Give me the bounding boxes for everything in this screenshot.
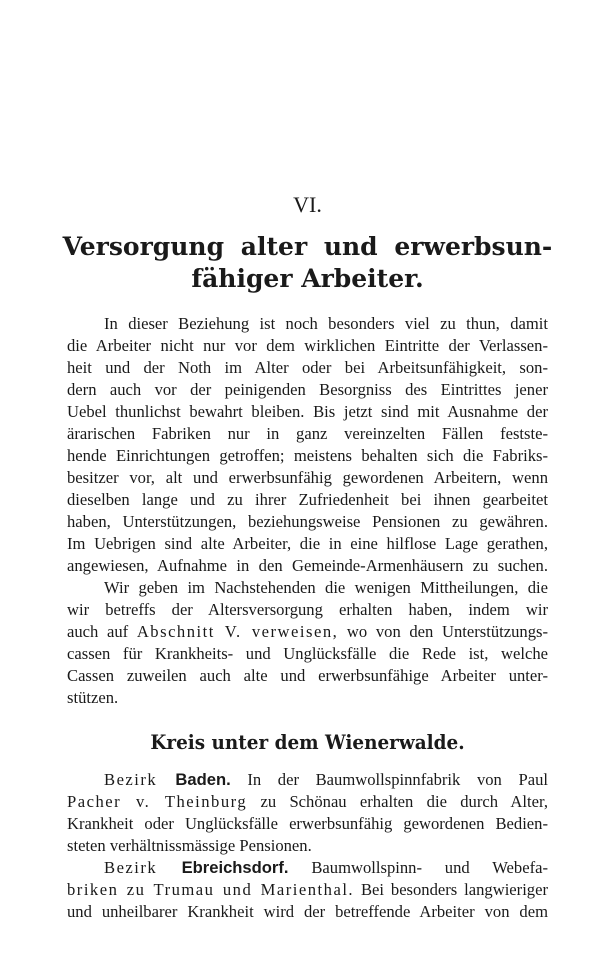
text-line: wir betreffs der Altersversorgung erhalten haben, indem wir [67, 600, 548, 619]
text-line: heit und der Noth im Alter oder bei Arbeitsunfähigkeit, son- [67, 358, 548, 377]
text-line [104, 858, 548, 878]
district-name: Ebreichsdorf. [181, 858, 289, 877]
text-line: steten verhältnissmässige Pensionen. [67, 836, 312, 855]
text-line: In dieser Beziehung ist noch besonders viel zu thun, damit [104, 314, 548, 333]
text-fragment: wo von den Unterstützungs- [338, 622, 548, 641]
text-line: Krankheit oder Unglücksfälle erwerbsunfähig gewordenen Bedien- [67, 814, 548, 833]
text-line [67, 880, 548, 900]
text-fragment: Bezirk [104, 770, 176, 789]
text-fragment: Bei besonders langwieriger [354, 880, 548, 899]
text-fragment: In der Baumwollspinnfabrik von Paul [230, 770, 548, 789]
text-line [104, 770, 548, 790]
spaced-reference: Abschnitt V. verweisen, [136, 622, 339, 641]
text-line: haben, Unterstützungen, beziehungsweise Pensionen zu gewähren. [67, 512, 548, 531]
text-line: angewiesen, Aufnahme in den Gemeinde-Armenhäusern zu suchen. [67, 556, 548, 575]
text-fragment: auch auf [67, 622, 137, 641]
text-line: cassen für Krankheits- und Unglücksfälle die Rede ist, welche [67, 644, 548, 663]
chapter-title-line-1: Versorgung alter und erwerbsun- [62, 232, 553, 261]
text-line: dern auch vor der peinigenden Besorgniss des Eintrittes jener [67, 380, 548, 399]
text-line: und unheilbarer Krankheit wird der betreffende Arbeiter von dem [67, 902, 548, 921]
spaced-name: briken zu Trumau und Marienthal. [67, 880, 355, 899]
text-line: besitzer vor, alt und erwerbsunfähig gewordenen Arbeitern, wenn [67, 468, 548, 487]
section-heading: Kreis unter dem Wienerwalde. [150, 730, 465, 754]
chapter-number: VI. [293, 192, 322, 217]
text-fragment: Baumwollspinn- und Webefa- [288, 858, 548, 877]
text-line: Uebel thunlichst bewahrt bleiben. Bis jetzt sind mit Ausnahme der [67, 402, 548, 421]
text-fragment: zu Schönau erhalten die durch Alter, [247, 792, 548, 811]
text-line: Wir geben im Nachstehenden die wenigen Mittheilungen, die [104, 578, 548, 597]
text-line: hende Einrichtungen getroffen; meistens behalten sich die Fabriks- [67, 446, 548, 465]
text-fragment: Bezirk [104, 858, 182, 877]
text-line: Im Uebrigen sind alte Arbeiter, die in eine hilflose Lage gerathen, [67, 534, 548, 553]
chapter-title-line-2: fähiger Arbeiter. [191, 264, 424, 293]
text-line: stützen. [67, 688, 119, 707]
district-name: Baden. [175, 770, 231, 789]
text-line: die Arbeiter nicht nur vor dem wirklichen Eintritte der Verlassen- [67, 336, 548, 355]
text-line: Cassen zuweilen auch alte und erwerbsunfähige Arbeiter unter- [67, 666, 548, 685]
text-line: dieselben lange und zu ihrer Zufriedenheit bei ihnen gearbeitet [67, 490, 548, 509]
spaced-name: Pacher v. Theinburg [67, 792, 248, 811]
text-line [67, 622, 548, 642]
text-line: ärarischen Fabriken nur in ganz vereinzelten Fällen festste- [67, 424, 548, 443]
text-line [67, 792, 548, 812]
